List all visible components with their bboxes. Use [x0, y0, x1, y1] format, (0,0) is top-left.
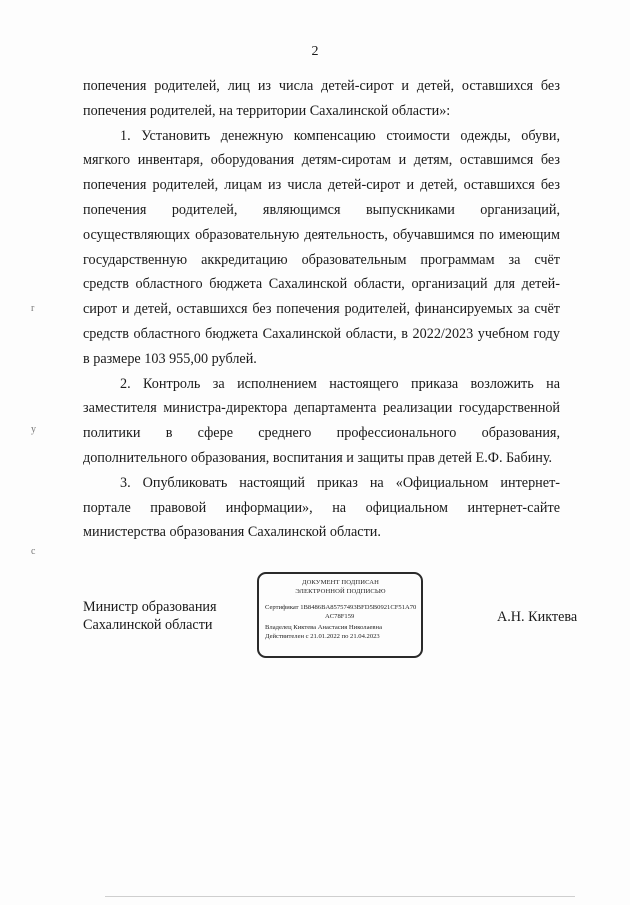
signature-position-line: Министр образования [83, 599, 217, 615]
stamp-title-line: ДОКУМЕНТ ПОДПИСАН [301, 579, 380, 586]
text-line: в размере 103 955,00 рублей. [83, 350, 257, 367]
stamp-title-line: ЭЛЕКТРОННОЙ ПОДПИСЬЮ [295, 587, 386, 595]
text-line: сирот и детей, оставшихся без попечения родителей, финансируемых за счёт [83, 301, 560, 318]
page-number: 2 [311, 44, 319, 59]
stamp-owner: Владелец Киктева Анастасия Николаевна [265, 624, 382, 632]
text-line: попечения родителей, лицам из числа детей-сирот и детей, оставшихся без [83, 177, 560, 194]
stamp-certificate: Сертификат 1B8486BA85757493BFD5B0921CF51A70 [265, 604, 417, 612]
margin-mark: r [31, 303, 35, 314]
text-line: мягкого инвентаря, оборудования детям-сиротам и детям, оставшимся без [83, 152, 560, 169]
signature-position [83, 598, 217, 634]
signature-position-line: Сахалинской области [83, 617, 213, 633]
text-line: портале правовой информации», на официальном интернет-сайте [83, 499, 560, 516]
text-line: попечения родителей, на территории Сахалинской области»: [83, 102, 451, 119]
signatory-name: А.Н. Киктева [497, 609, 578, 625]
electronic-signature-stamp [257, 572, 423, 658]
text-line: политики в сфере среднего профессионального образования, [83, 425, 560, 442]
text-line: 1. Установить денежную компенсацию стоимости одежды, обуви, [120, 127, 560, 144]
stamp-validity: Действителен с 21.01.2022 по 21.04.2023 [265, 632, 380, 640]
text-line: средств областного бюджета Сахалинской области, в 2022/2023 учебном году [83, 325, 560, 342]
document-body [83, 74, 560, 545]
scan-edge-line [105, 896, 575, 897]
text-line: средств областного бюджета Сахалинской области, организаций для детей- [83, 276, 560, 293]
text-line: осуществляющих образовательную деятельность, обучавшимся по имеющим [83, 226, 560, 243]
text-line: дополнительного образования, воспитания и защиты прав детей Е.Ф. Бабину. [83, 449, 553, 466]
margin-mark: у [31, 424, 36, 435]
text-line: попечения родителей, лиц из числа детей-сирот и детей, оставшихся без [83, 78, 560, 94]
text-line: государственную аккредитацию образовательным программам за счёт [83, 251, 560, 268]
text-line: заместителя министра-директора департамента реализации государственной [83, 400, 560, 417]
text-line: 2. Контроль за исполнением настоящего приказа возложить на [120, 375, 560, 392]
text-line: попечения родителей, являющимся выпускниками организаций, [83, 201, 560, 218]
stamp-certificate-cont: AC78F159 [325, 612, 355, 620]
stamp-title [265, 579, 416, 596]
text-line: министерства образования Сахалинской области. [83, 524, 381, 541]
text-line: 3. Опубликовать настоящий приказ на «Официальном интернет- [120, 474, 560, 491]
margin-mark: с [31, 546, 36, 557]
